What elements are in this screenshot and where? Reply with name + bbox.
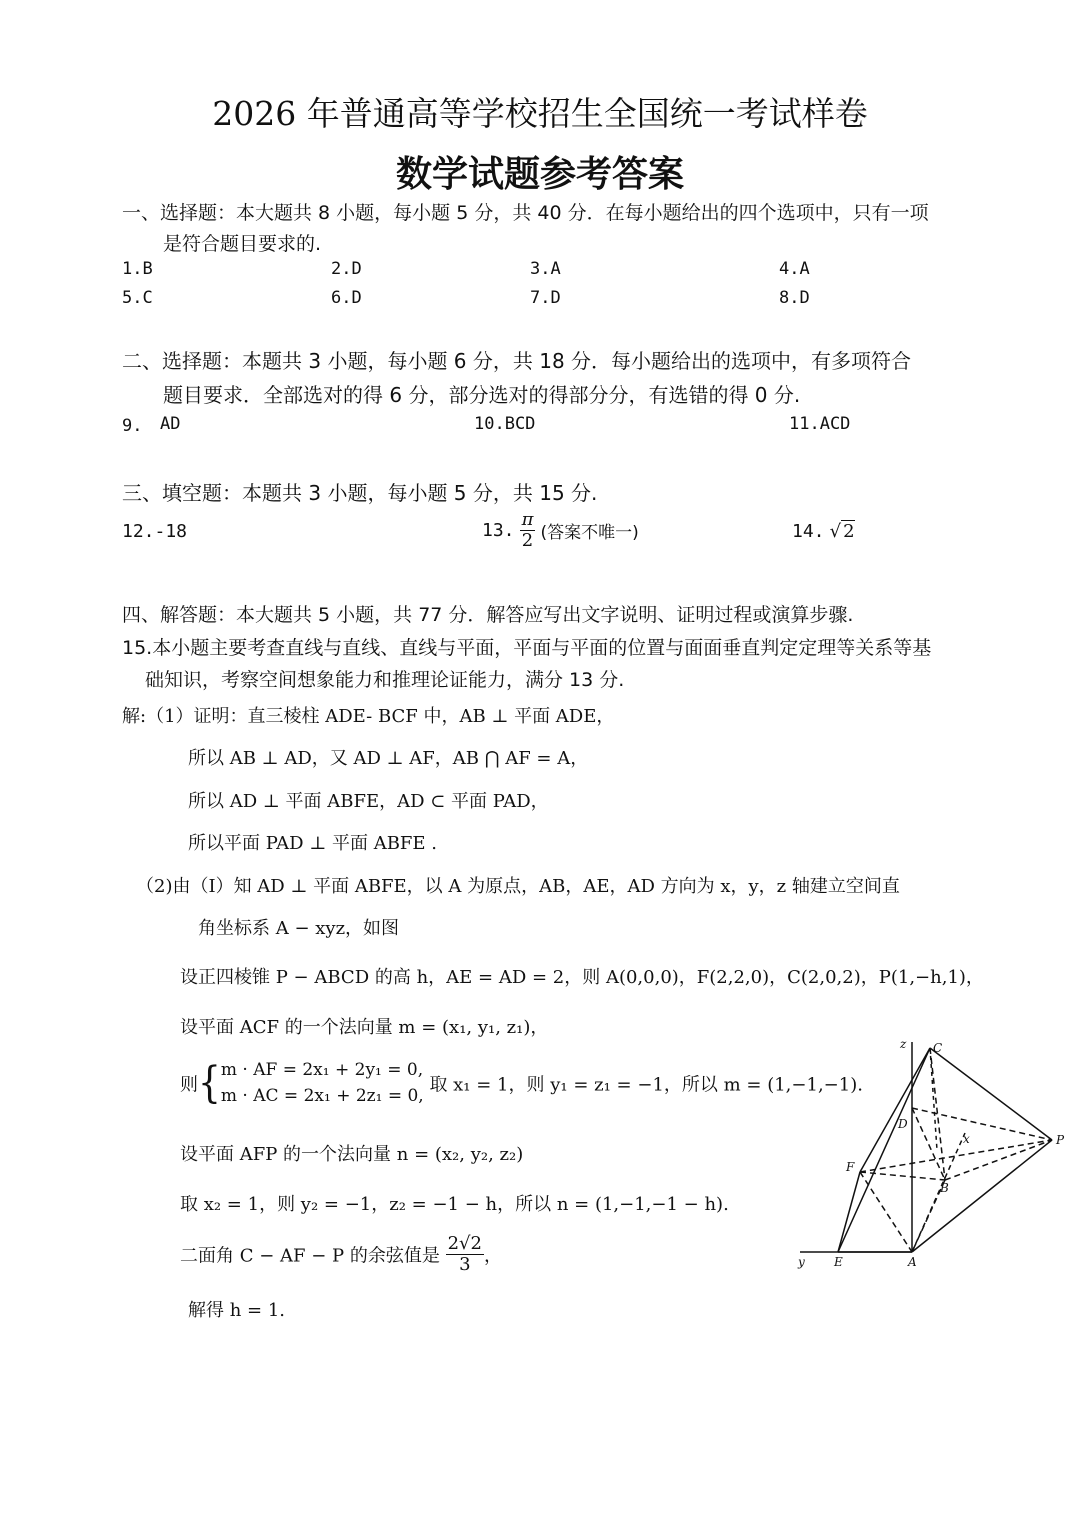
solution-line-9: [180, 1058, 863, 1118]
solution-line-10: 设平面 AFP 的一个法向量 n = (x₂, y₂, z₂): [180, 1144, 524, 1165]
edge-EC: [838, 1048, 930, 1252]
answer-6: 6.D: [331, 288, 362, 308]
cosine-denominator: 3: [459, 1253, 471, 1275]
edge-BP: [945, 1140, 1052, 1180]
answer-14: 14. √ 2: [792, 521, 855, 542]
answer-13-numerator: π: [521, 509, 534, 530]
page-title: 2026 年普通高等学校招生全国统一考试样卷: [212, 94, 868, 133]
answer-13-label: 13.: [482, 519, 515, 541]
equation-1: m · AF = 2x₁ + 2y₁ = 0,: [220, 1060, 424, 1080]
edge-FP: [860, 1140, 1052, 1172]
answer-13-note: (答案不唯一): [540, 522, 639, 543]
solution-line-12: [180, 1234, 502, 1284]
answer-8: 8.D: [779, 288, 810, 308]
section1-heading-line1: 一、选择题：本大题共 8 小题，每小题 5 分，共 40 分．在每小题给出的四个选项中，只有一项: [122, 202, 929, 224]
pyramid-figure: [780, 1030, 1080, 1270]
solution-line-4: 所以平面 PAD ⊥ 平面 ABFE .: [188, 833, 438, 854]
system-brace: {: [198, 1058, 221, 1108]
section2-heading-line1: 二、选择题：本题共 3 小题，每小题 6 分，共 18 分．每小题给出的选项中，有多项符合: [122, 349, 912, 373]
edge-DB: [912, 1108, 945, 1180]
label-D: D: [898, 1117, 908, 1131]
q15-intro-line2: 础知识，考察空间想象能力和推理论证能力，满分 13 分.: [145, 669, 625, 691]
cosine-numerator: 2√2: [447, 1233, 482, 1254]
edge-AP: [912, 1140, 1052, 1252]
solution-line-9-suffix: 取 x₁ = 1，则 y₁ = z₁ = −1，所以 m = (1,−1,−1).: [429, 1074, 863, 1096]
section1-heading-line2: 是符合题目要求的.: [163, 233, 322, 255]
solution-line-2: 所以 AB ⊥ AD，又 AD ⊥ AF，AB ⋂ AF = A，: [188, 748, 589, 769]
answer-12: 12.-18: [122, 521, 188, 542]
solution-line-3: 所以 AD ⊥ 平面 ABFE，AD ⊂ 平面 PAD，: [188, 791, 549, 812]
solution-line-6: 角坐标系 A − xyz，如图: [198, 918, 400, 939]
solution-line-11: 取 x₂ = 1，则 y₂ = −1，z₂ = −1 − h，所以 n = (1,−1,−1 − h).: [180, 1194, 729, 1215]
label-F: F: [846, 1160, 855, 1174]
solution-line-9-prefix: 则: [180, 1074, 198, 1096]
answer-1: 1.B: [122, 259, 153, 279]
label-E: E: [834, 1255, 843, 1269]
edge-FC: [860, 1048, 930, 1172]
section4-heading: 四、解答题：本大题共 5 小题，共 77 分．解答应写出文字说明、证明过程或演算步骤.: [122, 604, 854, 626]
answer-13-denominator: 2: [521, 529, 534, 551]
solution-line-5: （2)由（Ⅰ）知 AD ⊥ 平面 ABFE，以 A 为原点，AB，AE，AD 方向为 x，y，z 轴建立空间直: [136, 876, 900, 897]
edge-FA: [860, 1172, 912, 1252]
answer-14-radicand: 2: [843, 521, 855, 542]
solution-line-1: 解:（1）证明：直三棱柱 ADE- BCF 中，AB ⊥ 平面 ADE，: [122, 706, 615, 727]
answer-11: 11.ACD: [789, 414, 851, 434]
answer-13-fraction: [520, 510, 536, 551]
label-x: x: [963, 1132, 970, 1146]
section3-heading: 三、填空题：本题共 3 小题，每小题 5 分，共 15 分.: [122, 481, 598, 505]
label-y: y: [798, 1255, 805, 1269]
answer-4: 4.A: [779, 259, 810, 279]
answer-2: 2.D: [331, 259, 362, 279]
answer-10: 10.BCD: [474, 414, 536, 434]
label-z: z: [900, 1037, 907, 1051]
cosine-fraction: [446, 1234, 484, 1275]
solution-line-12-suffix: ，: [483, 1245, 502, 1267]
label-A: A: [908, 1255, 917, 1269]
equation-2: m · AC = 2x₁ + 2z₁ = 0,: [220, 1085, 424, 1106]
solution-line-8: 设平面 ACF 的一个法向量 m = (x₁, y₁, z₁)，: [180, 1017, 549, 1038]
answer-14-label: 14.: [792, 521, 825, 542]
answer-3: 3.A: [530, 259, 561, 279]
solution-line-7: 设正四棱锥 P − ABCD 的高 h，AE = AD = 2，则 A(0,0,0)，F(2,2,0)，C(2,0,2)，P(1,−h,1)，: [180, 967, 984, 988]
answer-7: 7.D: [530, 288, 561, 308]
label-B: B: [940, 1181, 949, 1195]
answer-13: [482, 510, 639, 558]
answer-9-number: 9.: [122, 416, 143, 436]
q15-intro-line1: 15.本小题主要考查直线与直线、直线与平面，平面与平面的位置与面面垂直判定定理等关系等基: [122, 637, 932, 659]
page-subtitle: 数学试题参考答案: [395, 153, 684, 195]
section2-heading-line2: 题目要求．全部选对的得 6 分，部分选对的得部分分，有选错的得 0 分.: [163, 383, 801, 407]
equation-system: [221, 1058, 424, 1109]
label-C: C: [933, 1041, 943, 1055]
solution-line-12-prefix: 二面角 C − AF − P 的余弦值是: [180, 1245, 440, 1267]
answer-9: AD: [160, 414, 181, 434]
label-P: P: [1056, 1133, 1065, 1147]
solution-line-13: 解得 h = 1.: [188, 1300, 286, 1321]
answer-5: 5.C: [122, 288, 153, 308]
